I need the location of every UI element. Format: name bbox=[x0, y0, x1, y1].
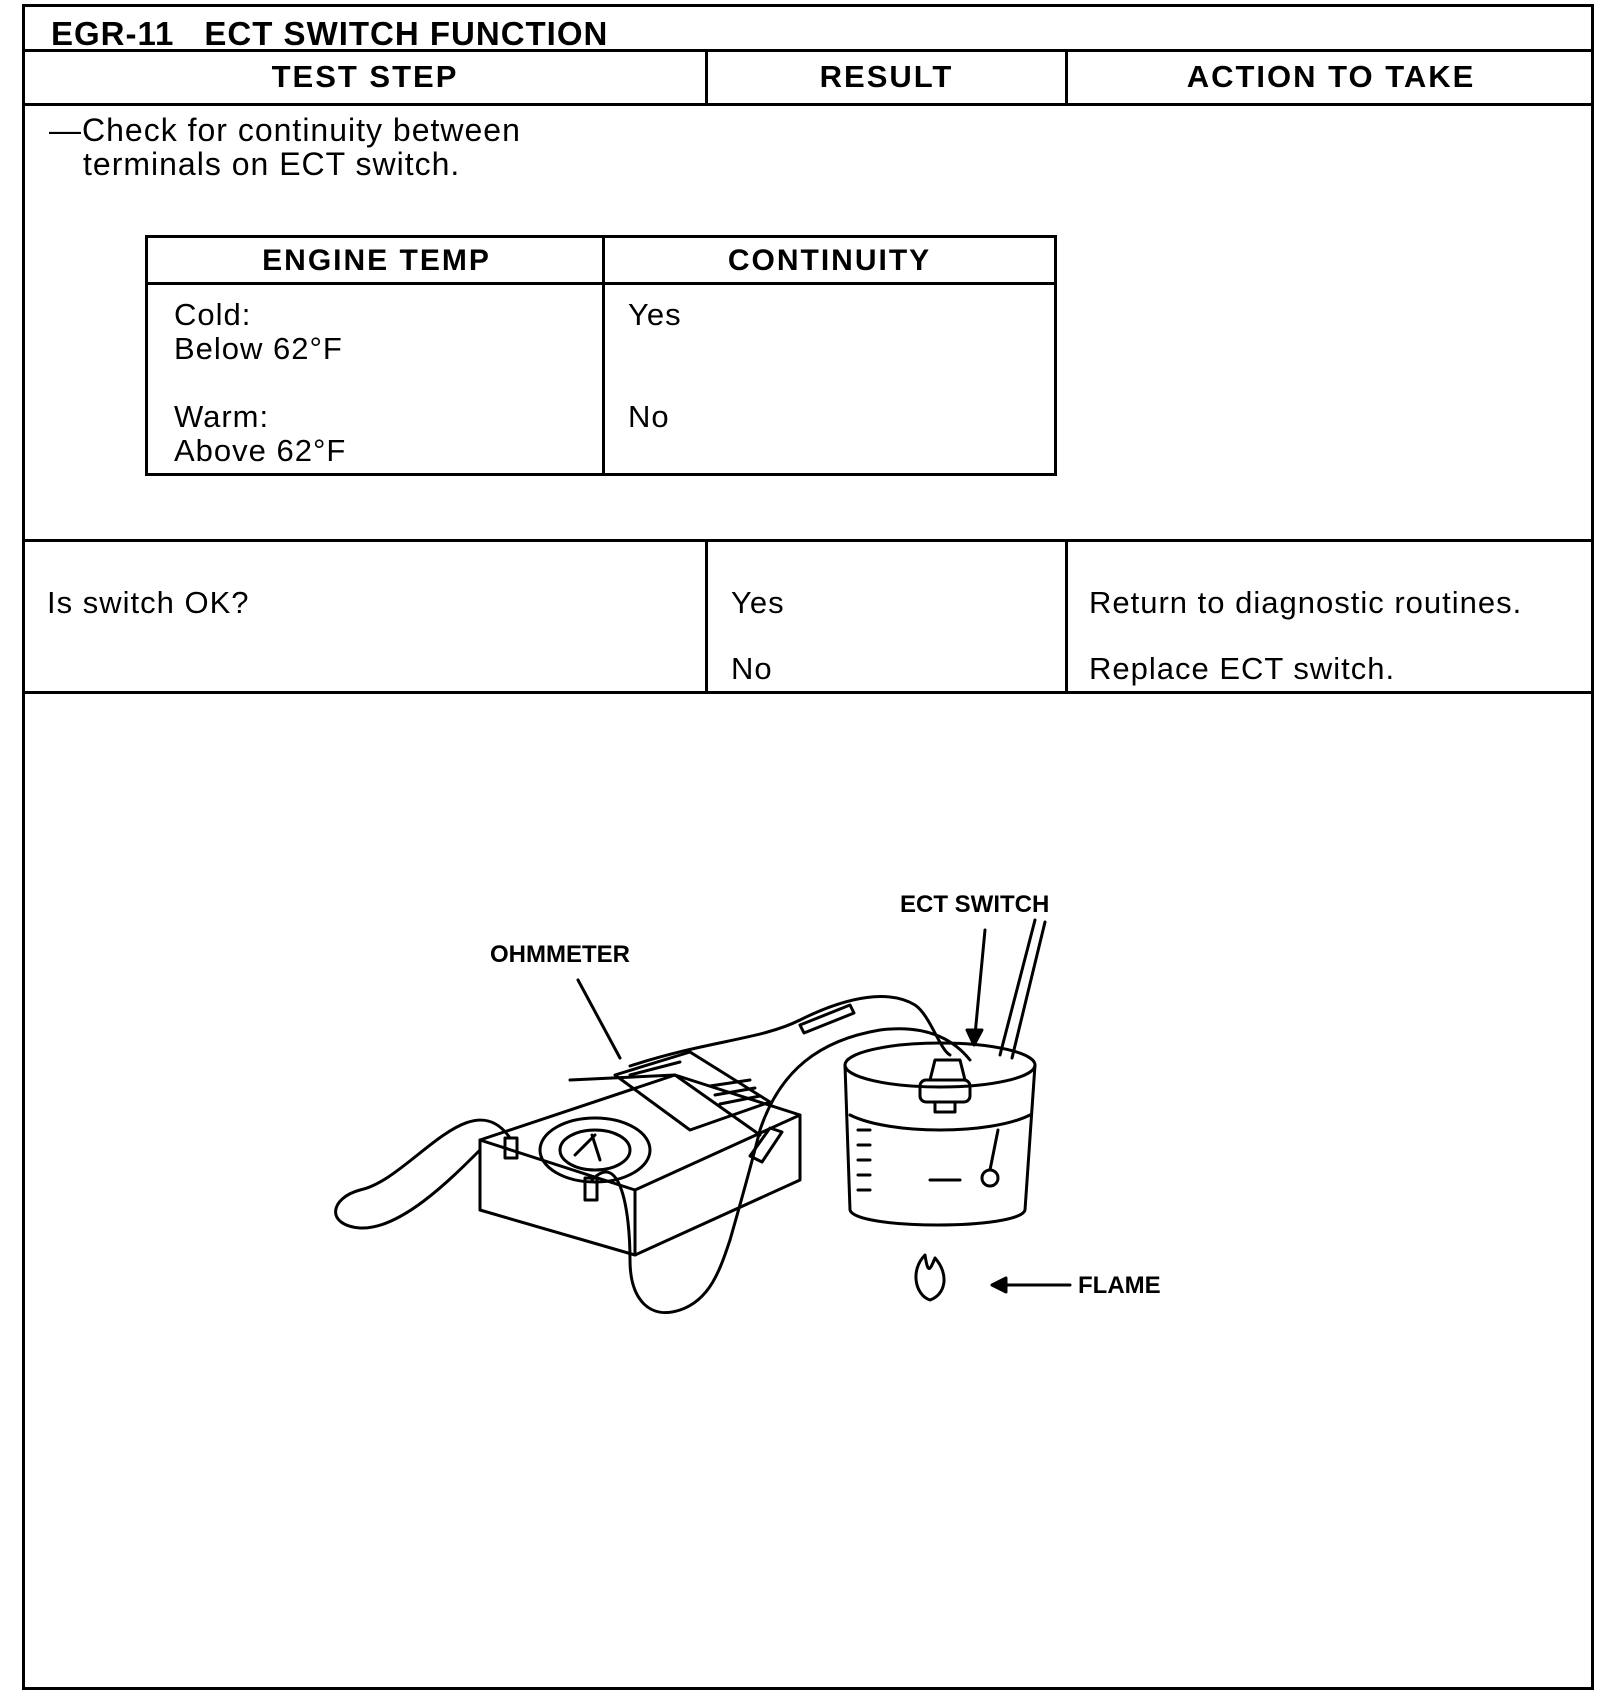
rule-under-column-headers bbox=[25, 103, 1591, 106]
result-yes: Yes bbox=[731, 585, 785, 620]
action-replace: Replace ECT switch. bbox=[1089, 651, 1396, 686]
table-row-cold-continuity: Yes bbox=[628, 297, 682, 332]
ect-switch-leader-line bbox=[975, 930, 985, 1035]
page-title bbox=[51, 15, 608, 53]
step1-line2: terminals on ECT switch. bbox=[83, 146, 461, 182]
flame bbox=[916, 1255, 944, 1300]
table-column-divider bbox=[602, 238, 605, 473]
ohmmeter-label: OHMMETER bbox=[490, 941, 630, 968]
table-row-warm-continuity: No bbox=[628, 399, 670, 434]
result-no: No bbox=[731, 651, 773, 686]
procedure-frame bbox=[22, 4, 1594, 1690]
warm-label: Warm: bbox=[174, 399, 270, 434]
table-row-cold-temp bbox=[174, 298, 343, 366]
table-header-continuity: CONTINUITY bbox=[605, 238, 1054, 285]
beaker bbox=[845, 1043, 1035, 1225]
procedure-code: EGR-11 bbox=[51, 15, 175, 52]
step1-instruction bbox=[49, 113, 521, 181]
ohmmeter-leader-line bbox=[578, 980, 620, 1058]
step2-divider-1 bbox=[705, 539, 708, 691]
cold-value: Below 62°F bbox=[174, 331, 343, 366]
column-header-test-step: TEST STEP bbox=[271, 59, 459, 94]
rule-under-step2 bbox=[25, 691, 1591, 694]
step2-question: Is switch OK? bbox=[47, 585, 250, 620]
cold-label: Cold: bbox=[174, 297, 252, 332]
rule-under-step1 bbox=[25, 539, 1591, 542]
thermometer bbox=[982, 920, 1045, 1186]
flame-arrow-head bbox=[992, 1278, 1006, 1292]
table-header-engine-temp: ENGINE TEMP bbox=[148, 238, 605, 285]
table-row-warm-temp bbox=[174, 400, 346, 468]
step1-line1: —Check for continuity between bbox=[49, 112, 521, 148]
flame-label: FLAME bbox=[1078, 1272, 1161, 1299]
column-header-result: RESULT bbox=[819, 59, 954, 94]
column-header-action: ACTION TO TAKE bbox=[1186, 59, 1476, 94]
warm-value: Above 62°F bbox=[174, 433, 347, 468]
procedure-title: ECT SWITCH FUNCTION bbox=[204, 15, 609, 52]
step2-divider-2 bbox=[1065, 539, 1068, 691]
continuity-table bbox=[145, 235, 1057, 476]
ect-test-illustration bbox=[330, 880, 1210, 1350]
ect-switch-label: ECT SWITCH bbox=[900, 891, 1050, 918]
action-return: Return to diagnostic routines. bbox=[1089, 585, 1523, 620]
